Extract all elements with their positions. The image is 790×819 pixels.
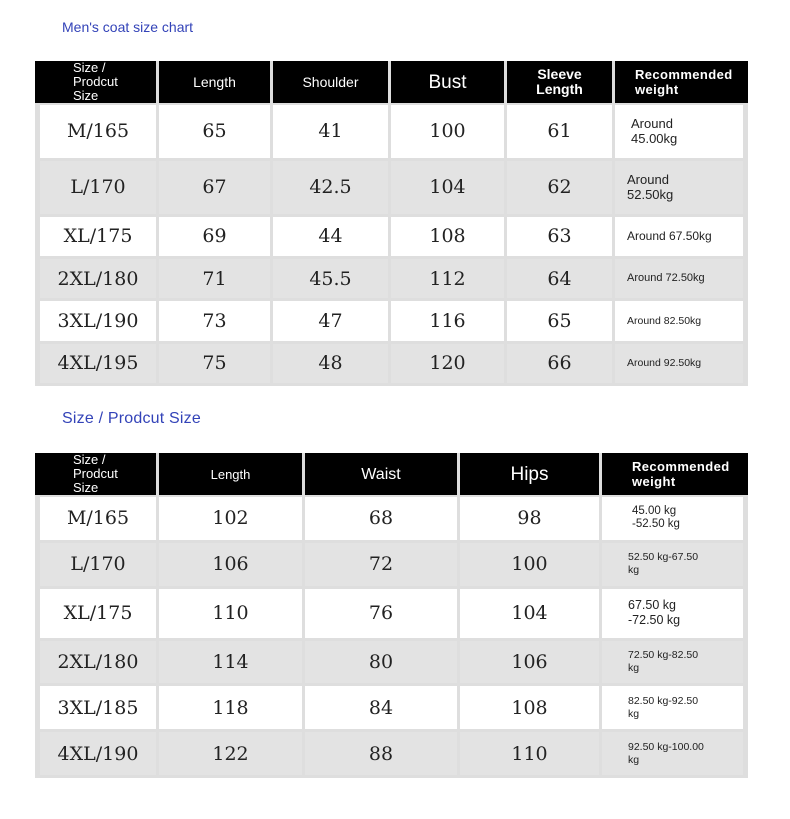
cell-length: 110 <box>159 589 305 641</box>
cell-weight: Around 45.00kg <box>615 105 748 161</box>
cell-weight: 67.50 kg -72.50 kg <box>602 589 748 641</box>
cell-bust: 100 <box>391 105 507 161</box>
cell-shoulder: 47 <box>273 301 391 343</box>
header-waist: Waist <box>305 453 460 497</box>
cell-shoulder: 48 <box>273 344 391 386</box>
pants-size-table-container <box>35 453 748 778</box>
cell-sleeve-length: 61 <box>507 105 615 161</box>
cell-waist: 88 <box>305 732 460 778</box>
cell-shoulder: 45.5 <box>273 259 391 301</box>
header-length: Length <box>159 453 305 497</box>
cell-size: M/165 <box>35 105 159 161</box>
cell-size: 2XL/180 <box>35 259 159 301</box>
cell-weight: 82.50 kg-92.50 kg <box>602 686 748 732</box>
cell-weight: 92.50 kg-100.00 kg <box>602 732 748 778</box>
cell-hips: 108 <box>460 686 602 732</box>
cell-size: M/165 <box>35 497 159 543</box>
cell-length: 106 <box>159 543 305 589</box>
cell-weight: Around 92.50kg <box>615 344 748 386</box>
cell-waist: 84 <box>305 686 460 732</box>
header-size: Size / Prodcut Size <box>35 61 159 105</box>
cell-length: 102 <box>159 497 305 543</box>
cell-weight: Around 82.50kg <box>615 301 748 343</box>
table-row <box>35 301 748 343</box>
table-row <box>35 344 748 386</box>
cell-weight: Around 72.50kg <box>615 259 748 301</box>
cell-length: 71 <box>159 259 273 301</box>
cell-sleeve-length: 62 <box>507 161 615 217</box>
cell-length: 69 <box>159 217 273 259</box>
cell-waist: 80 <box>305 641 460 687</box>
table-row <box>35 686 748 732</box>
table-row <box>35 543 748 589</box>
cell-size: XL/175 <box>35 217 159 259</box>
cell-shoulder: 44 <box>273 217 391 259</box>
cell-size: L/170 <box>35 161 159 217</box>
coat-chart-title: Men's coat size chart <box>62 19 194 35</box>
cell-length: 65 <box>159 105 273 161</box>
header-recommended-weight: Recommended weight <box>602 453 748 497</box>
cell-size: 4XL/195 <box>35 344 159 386</box>
cell-weight: 45.00 kg -52.50 kg <box>602 497 748 543</box>
header-size: Size / Prodcut Size <box>35 453 159 497</box>
cell-length: 75 <box>159 344 273 386</box>
cell-waist: 72 <box>305 543 460 589</box>
header-bust: Bust <box>391 61 507 105</box>
cell-waist: 68 <box>305 497 460 543</box>
cell-bust: 116 <box>391 301 507 343</box>
table-row <box>35 589 748 641</box>
cell-size: 3XL/190 <box>35 301 159 343</box>
coat-size-table-container <box>35 61 748 386</box>
table-row <box>35 259 748 301</box>
cell-hips: 100 <box>460 543 602 589</box>
table-header-row <box>35 61 748 105</box>
cell-size: 3XL/185 <box>35 686 159 732</box>
cell-sleeve-length: 63 <box>507 217 615 259</box>
table-row <box>35 641 748 687</box>
cell-length: 118 <box>159 686 305 732</box>
table-row <box>35 732 748 778</box>
header-shoulder: Shoulder <box>273 61 391 105</box>
cell-length: 122 <box>159 732 305 778</box>
header-length: Length <box>159 61 273 105</box>
cell-weight: Around 67.50kg <box>615 217 748 259</box>
cell-weight: 72.50 kg-82.50 kg <box>602 641 748 687</box>
cell-size: 2XL/180 <box>35 641 159 687</box>
cell-shoulder: 41 <box>273 105 391 161</box>
cell-bust: 120 <box>391 344 507 386</box>
cell-waist: 76 <box>305 589 460 641</box>
cell-size: XL/175 <box>35 589 159 641</box>
cell-size: L/170 <box>35 543 159 589</box>
cell-length: 114 <box>159 641 305 687</box>
cell-sleeve-length: 64 <box>507 259 615 301</box>
cell-length: 67 <box>159 161 273 217</box>
cell-bust: 112 <box>391 259 507 301</box>
cell-hips: 104 <box>460 589 602 641</box>
table-row <box>35 497 748 543</box>
cell-length: 73 <box>159 301 273 343</box>
header-recommended-weight: Recommended weight <box>615 61 748 105</box>
cell-hips: 106 <box>460 641 602 687</box>
cell-hips: 110 <box>460 732 602 778</box>
cell-weight: 52.50 kg-67.50 kg <box>602 543 748 589</box>
coat-size-table <box>35 61 748 386</box>
header-hips: Hips <box>460 453 602 497</box>
cell-bust: 104 <box>391 161 507 217</box>
cell-bust: 108 <box>391 217 507 259</box>
cell-shoulder: 42.5 <box>273 161 391 217</box>
cell-size: 4XL/190 <box>35 732 159 778</box>
pants-size-table <box>35 453 748 778</box>
table-header-row <box>35 453 748 497</box>
table-row <box>35 217 748 259</box>
header-sleeve-length: Sleeve Length <box>507 61 615 105</box>
cell-sleeve-length: 66 <box>507 344 615 386</box>
cell-weight: Around 52.50kg <box>615 161 748 217</box>
cell-hips: 98 <box>460 497 602 543</box>
cell-sleeve-length: 65 <box>507 301 615 343</box>
table-row <box>35 105 748 161</box>
table-row <box>35 161 748 217</box>
pants-chart-title: Size / Prodcut Size <box>62 410 201 427</box>
